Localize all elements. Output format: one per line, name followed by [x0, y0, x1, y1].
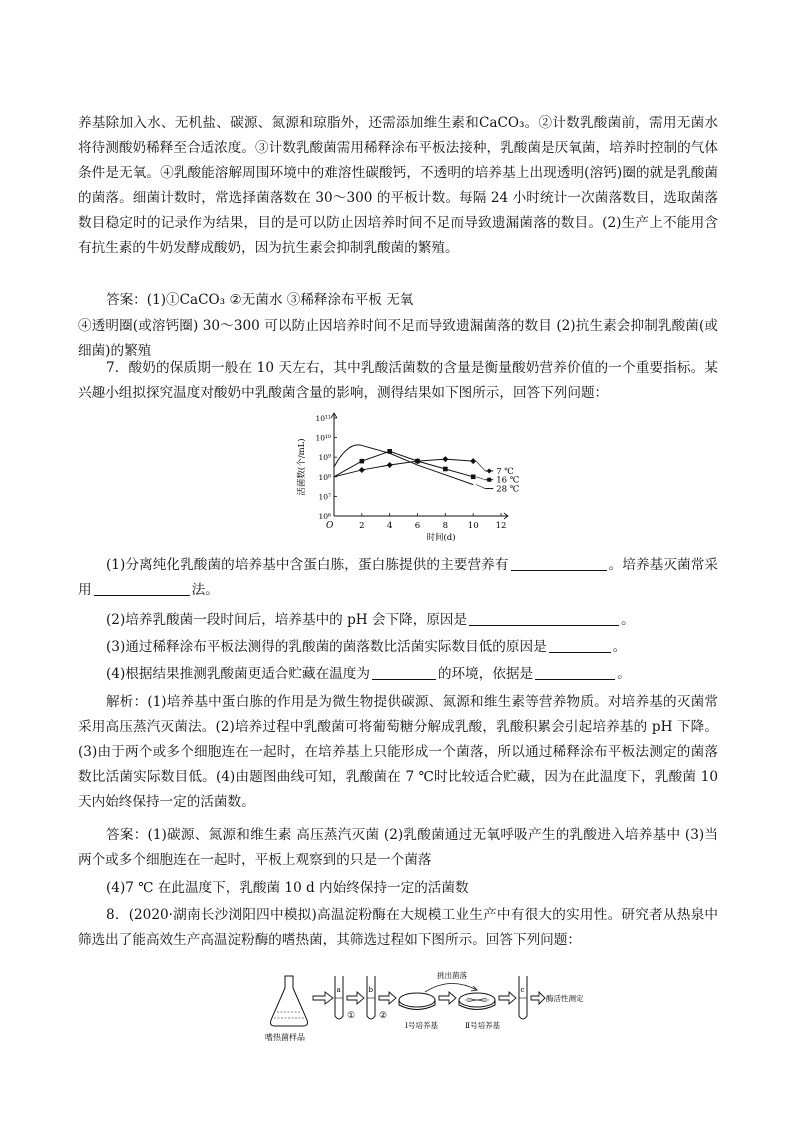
data-point-square — [415, 459, 420, 464]
data-point-diamond — [359, 467, 365, 473]
test-tube-b-icon — [367, 976, 375, 1019]
question-7-part3 — [78, 635, 718, 660]
label-tube-c: c — [520, 986, 525, 994]
q7-part4-text-a: (4)根据结果推测乳酸菌更适合贮藏在温度为 — [106, 666, 370, 682]
y-tick-label: 10¹⁰ — [315, 433, 331, 443]
q7-part4-text-c: 。 — [617, 666, 631, 682]
legend-label: 16 ℃ — [496, 475, 520, 486]
arrow-icon — [347, 992, 364, 1004]
question-7-part4 — [78, 662, 718, 687]
y-tick-label: 10⁹ — [318, 453, 331, 463]
arrow-icon — [439, 992, 456, 1004]
answer-blank-temperature[interactable] — [372, 666, 436, 680]
question-7-answer-line1: 答案：(1)碳源、氮源和维生素 高压蒸汽灭菌 (2)乳酸菌通过无氧呼吸产生的乳酸进入培养基中 (3)当两个或多个细胞连在一起时，平板上观察到的只是一个菌落 — [78, 827, 718, 868]
q7-part1-text-c: 法。 — [191, 582, 219, 598]
label-tube-b: b — [368, 986, 373, 994]
label-assay: 酶活性测定 — [546, 994, 584, 1003]
label-tube-a: a — [336, 986, 341, 994]
arrow-icon — [313, 992, 333, 1004]
q7-part3-text-b: 。 — [612, 639, 627, 655]
answer-blank-nutrients[interactable] — [511, 557, 607, 571]
y-tick-label: 10¹¹ — [315, 414, 331, 423]
q7-part4-text-b: 的环境，依据是 — [437, 666, 534, 682]
answer-blank-basis[interactable] — [535, 666, 615, 680]
legend-label: 7 ℃ — [496, 466, 514, 477]
y-axis-label: 活菌数(个/mL) — [297, 438, 307, 496]
series-line-2 — [334, 451, 473, 476]
answer-blank-count-reason[interactable] — [549, 639, 611, 653]
x-tick-label: 8 — [442, 521, 449, 531]
q7-part1-text-b: 。培养基灭菌常采用 — [78, 557, 718, 598]
q7-part2-text-a: (2)培养乳酸菌一段时间后，培养基中的 pH 会下降，原因是 — [106, 612, 468, 628]
screening-process-diagram — [255, 970, 585, 1045]
data-point-square — [360, 459, 365, 464]
legend-marker-square — [487, 478, 491, 482]
q7-part2-text-b: 。 — [621, 612, 635, 628]
y-tick-label: 10⁷ — [318, 492, 331, 502]
label-sample: 嗜热菌样品 — [265, 1033, 305, 1042]
question-7-part1 — [78, 553, 718, 603]
legend-leader-line — [476, 461, 485, 471]
question-7-stem: 7．酸奶的保质期一般在 10 天左右，其中乳酸活菌数的含量是衡量酸奶营养价值的一个重要指标。某兴趣小组拟探究温度对酸奶中乳酸菌含量的影响，测得结果如下图所示，回答下列问题： — [78, 360, 718, 401]
explanation-6-continued: 养基除加入水、无机盐、碳源、氮源和琼脂外，还需添加维生素和CaCO₃。②计数乳酸菌前，需用无菌水将待测酸奶稀释至合适浓度。③计数乳酸菌需用稀释涂布平板法接种，乳酸菌是厌氧菌，培养时控制的气体条件是无氧。④乳酸能溶解周围环境中的难溶性碳酸钙，不透明的培养基上出现透明(溶钙)圈的就是乳酸菌的菌落。细菌计数时，常选择菌落数在 30～300 的平板计数。每隔 24 小时统计一次菌落数目，选取菌落数目稳定时的记录作为结果，目的是可以防止因培养时间不足而导致遗漏菌落的数目。(2)生产上不能用含有抗生素的牛奶发酵成酸奶，因为抗生素会抑制乳酸菌的繁殖。 — [78, 115, 718, 256]
legend-leader-line — [476, 477, 485, 480]
curved-arrow-icon — [425, 983, 477, 992]
question-7-part2 — [78, 608, 718, 633]
test-tube-a-icon — [335, 976, 343, 1019]
question-7-analysis: 解析：(1)培养基中蛋白胨的作用是为微生物提供碳源、氮源和维生素等营养物质。对培养基的灭菌常采用高压蒸汽灭菌法。(2)培养过程中乳酸菌可将葡萄糖分解成乳酸，乳酸积累会引起培养基的 pH 下降。(3)由于两个或多个细胞连在一起时，在培养基上只能形成一个菌落，所以通过稀释涂布平板法测定的菌落数比活菌实际数目低。(4)由题图曲线可知，乳酸菌在 7 ℃时比较适合贮藏，因为在此温度下，乳酸菌 10 天内始终保持一定的活菌数。 — [78, 694, 718, 810]
q7-part1-text-a: (1)分离纯化乳酸菌的培养基中含蛋白胨，蛋白胨提供的主要营养有 — [106, 557, 509, 573]
legend-label: 28 ℃ — [496, 484, 520, 495]
label-pick-colonies: 挑出菌落 — [437, 971, 467, 980]
answer-blank-sterilization[interactable] — [94, 582, 190, 596]
answer-blank-ph-reason[interactable] — [469, 612, 619, 626]
series-line-1 — [334, 459, 473, 477]
x-tick-label: 4 — [386, 521, 393, 531]
arrow-icon — [379, 992, 396, 1004]
label-step2: ② — [379, 1011, 388, 1021]
arrow-icon — [531, 992, 545, 1004]
petri-dish-2-icon — [459, 993, 495, 1010]
x-axis-label: 时间(d) — [426, 533, 456, 543]
answer-6-line2 — [78, 301, 718, 364]
y-tick-label: 10⁸ — [318, 472, 331, 482]
answer-6-line1: 答案：(1)①CaCO₃ ②无菌水 ③稀释涂布平板 无氧 — [106, 292, 414, 308]
question-7-answer-line2: (4)7 ℃ 在此温度下，乳酸菌 10 d 内始终保持一定的活菌数 — [106, 880, 469, 896]
legend-marker-diamond — [487, 468, 492, 473]
x-tick-label: 10 — [467, 521, 479, 531]
x-tick-label: 6 — [414, 521, 421, 531]
label-medium1: Ⅰ号培养基 — [405, 1021, 438, 1030]
question-8-stem: 8．(2020·湖南长沙浏阳四中模拟)高温淀粉酶在大规模工业生产中有很大的实用性。研究者从热泉中筛选出了能高效生产高温淀粉酶的嗜热菌，其筛选过程如下图所示。回答下列问题： — [78, 907, 718, 948]
x-tick-label: 12 — [495, 521, 507, 531]
data-point-diamond — [470, 458, 476, 464]
data-point-square — [471, 475, 476, 480]
data-point-diamond — [442, 456, 448, 462]
test-tube-c-icon — [519, 976, 527, 1019]
q7-part3-text-a: (3)通过稀释涂布平板法测得的乳酸菌的菌落数比活菌实际数目低的原因是 — [106, 639, 547, 655]
answer-6-line2-text: ④透明圈(或溶钙圈) 30～300 可以防止因培养时间不足而导致遗漏菌落的数目 (2)抗生素会抑制乳酸菌(或细菌)的繁殖 — [78, 318, 718, 359]
sample-flask-icon — [271, 976, 308, 1026]
viable-count-line-chart — [290, 408, 540, 543]
petri-dish-1-icon — [399, 993, 435, 1010]
legend-leader-line — [476, 485, 485, 489]
origin-label: O — [326, 521, 334, 531]
label-step1: ① — [347, 1011, 356, 1021]
x-tick-label: 2 — [359, 521, 365, 531]
data-point-diamond — [387, 462, 393, 468]
y-tick-label: 10⁶ — [318, 512, 331, 521]
label-medium2: Ⅱ号培养基 — [465, 1021, 501, 1030]
data-point-square — [443, 467, 448, 472]
arrow-icon — [499, 992, 516, 1004]
